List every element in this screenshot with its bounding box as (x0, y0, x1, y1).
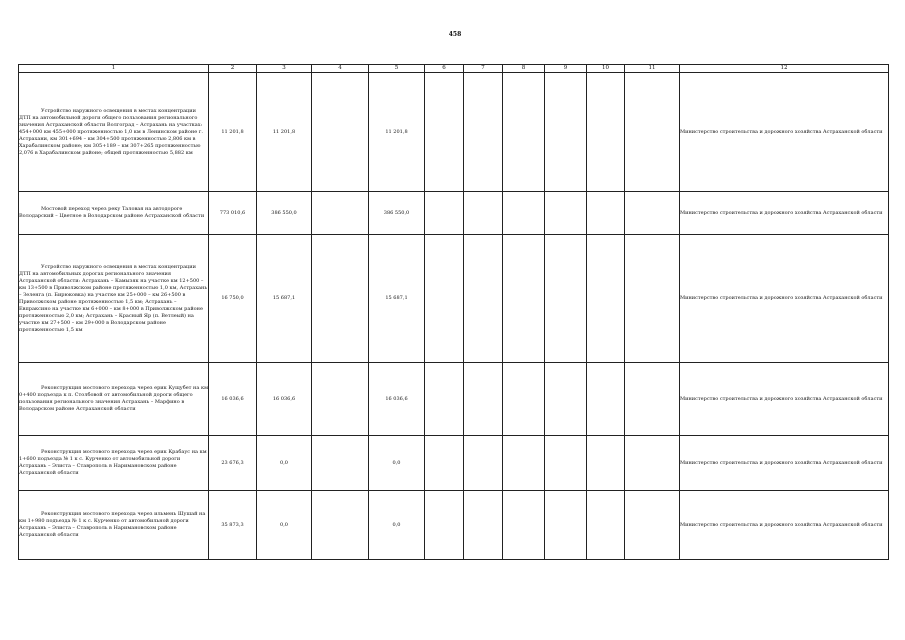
column-header: 7 (464, 65, 503, 73)
value-col7 (464, 436, 503, 491)
value-col11 (625, 491, 680, 560)
value-col8 (503, 192, 545, 235)
value-col8 (503, 491, 545, 560)
value-col7 (464, 491, 503, 560)
project-description: Реконструкция мостового перехода через ерик Крабаус на км 1+600 подъезда № 1 к с. Курченко от автомобильной дороги Астрахань – Элиста – Ставрополь в Наримановском районе Астраханской области (19, 436, 209, 491)
column-header: 10 (587, 65, 625, 73)
column-header: 3 (257, 65, 312, 73)
value-col6 (425, 73, 464, 192)
value-col6 (425, 235, 464, 363)
value-col6 (425, 491, 464, 560)
column-header: 9 (545, 65, 587, 73)
value-col4 (312, 436, 369, 491)
value-col2: 773 010,6 (209, 192, 257, 235)
value-col9 (545, 73, 587, 192)
value-col9 (545, 491, 587, 560)
value-col9 (545, 235, 587, 363)
value-col9 (545, 363, 587, 436)
value-col5: 16 036,6 (369, 363, 425, 436)
table-row (19, 192, 889, 235)
responsible-organization: Министерство строительства и дорожного хозяйства Астраханской области (680, 436, 889, 491)
column-header-row (19, 65, 889, 73)
table-row (19, 73, 889, 192)
value-col7 (464, 235, 503, 363)
value-col4 (312, 235, 369, 363)
column-header: 8 (503, 65, 545, 73)
column-header: 5 (369, 65, 425, 73)
column-header: 12 (680, 65, 889, 73)
value-col5: 0,0 (369, 491, 425, 560)
value-col4 (312, 363, 369, 436)
value-col2: 16 036,6 (209, 363, 257, 436)
responsible-organization: Министерство строительства и дорожного хозяйства Астраханской области (680, 491, 889, 560)
value-col3: 16 036,6 (257, 363, 312, 436)
column-header: 1 (19, 65, 209, 73)
responsible-organization: Министерство строительства и дорожного хозяйства Астраханской области (680, 73, 889, 192)
value-col6 (425, 363, 464, 436)
value-col4 (312, 491, 369, 560)
project-description: Реконструкция мостового перехода через ерик Кущубет на км 0+400 подъезда к п. Столбовой от автомобильной дороги общего пользования регионального значения Астрахань – Марфино в Володарском районе Астраханской области (19, 363, 209, 436)
responsible-organization: Министерство строительства и дорожного хозяйства Астраханской области (680, 235, 889, 363)
value-col8 (503, 73, 545, 192)
value-col2: 23 676,3 (209, 436, 257, 491)
value-col9 (545, 192, 587, 235)
value-col10 (587, 235, 625, 363)
project-description: Устройство наружного освещения в местах концентрации ДТП на автомобильных дорогах регионального значения Астраханской области: Астрахань – Камызяк на участке км 12+500 – км 13+500 в Приволжском районе протяженностью 1,0 км, Астрахань – Зеленга (п. Бирюковка) на участке км 25+000 – км 26+500 в Приволжском районе протяженностью 1,5 км; Астрахань – Евпраксино на участке км 6+000 – км 8+000 в Приволжском районе протяженностью 2,0 км; Астрахань – Красный Яр (п. Ветлеый) на участке км 27+500 – км 29+000 в Володарском районе протяженностью 1,5 км (19, 235, 209, 363)
column-header: 11 (625, 65, 680, 73)
project-description: Мостовой переход через реку Таловая на автодороге Володарский – Цветное в Володарском районе Астраханской области (19, 192, 209, 235)
column-header: 4 (312, 65, 369, 73)
value-col4 (312, 73, 369, 192)
value-col5: 11 201,8 (369, 73, 425, 192)
value-col5: 15 687,1 (369, 235, 425, 363)
value-col11 (625, 192, 680, 235)
value-col10 (587, 491, 625, 560)
value-col9 (545, 436, 587, 491)
value-col2: 35 873,3 (209, 491, 257, 560)
value-col11 (625, 436, 680, 491)
data-table (18, 64, 889, 560)
value-col2: 16 750,0 (209, 235, 257, 363)
value-col8 (503, 235, 545, 363)
value-col3: 386 550,0 (257, 192, 312, 235)
value-col7 (464, 73, 503, 192)
value-col8 (503, 436, 545, 491)
value-col11 (625, 73, 680, 192)
value-col3: 11 201,8 (257, 73, 312, 192)
table-row (19, 491, 889, 560)
value-col10 (587, 436, 625, 491)
value-col7 (464, 363, 503, 436)
responsible-organization: Министерство строительства и дорожного хозяйства Астраханской области (680, 363, 889, 436)
column-header: 2 (209, 65, 257, 73)
table-row (19, 363, 889, 436)
page-number: 458 (448, 31, 462, 38)
column-header: 6 (425, 65, 464, 73)
value-col3: 15 687,1 (257, 235, 312, 363)
value-col11 (625, 235, 680, 363)
table-row (19, 436, 889, 491)
value-col5: 0,0 (369, 436, 425, 491)
value-col6 (425, 192, 464, 235)
value-col4 (312, 192, 369, 235)
value-col3: 0,0 (257, 436, 312, 491)
value-col11 (625, 363, 680, 436)
value-col7 (464, 192, 503, 235)
value-col2: 11 201,8 (209, 73, 257, 192)
value-col5: 386 550,0 (369, 192, 425, 235)
value-col8 (503, 363, 545, 436)
project-description: Реконструкция мостового перехода через ильмень Шушай на км 1+980 подъезда № 1 к с. Курченко от автомобильной дороги Астрахань – Элиста – Ставрополь в Наримановском районе Астраханской области (19, 491, 209, 560)
value-col10 (587, 73, 625, 192)
project-description: Устройство наружного освещения в местах концентрации ДТП на автомобильной дороги общего пользования регионального значения Астраханской области Волгоград – Астрахань на участках: 454+000 км 455+000 протяженностью 1,0 км в Ленинском районе г. Астрахани, км 301+694 – км 304+500 протяженностью 2,806 км в Харабалинском районе; км 305+189 – км 307+265 протяженностью 2,076 в Харабалинском районе; общей протяженностью 5,882 км (19, 73, 209, 192)
value-col10 (587, 192, 625, 235)
value-col6 (425, 436, 464, 491)
value-col3: 0,0 (257, 491, 312, 560)
responsible-organization: Министерство строительства и дорожного хозяйства Астраханской области (680, 192, 889, 235)
value-col10 (587, 363, 625, 436)
table-row (19, 235, 889, 363)
